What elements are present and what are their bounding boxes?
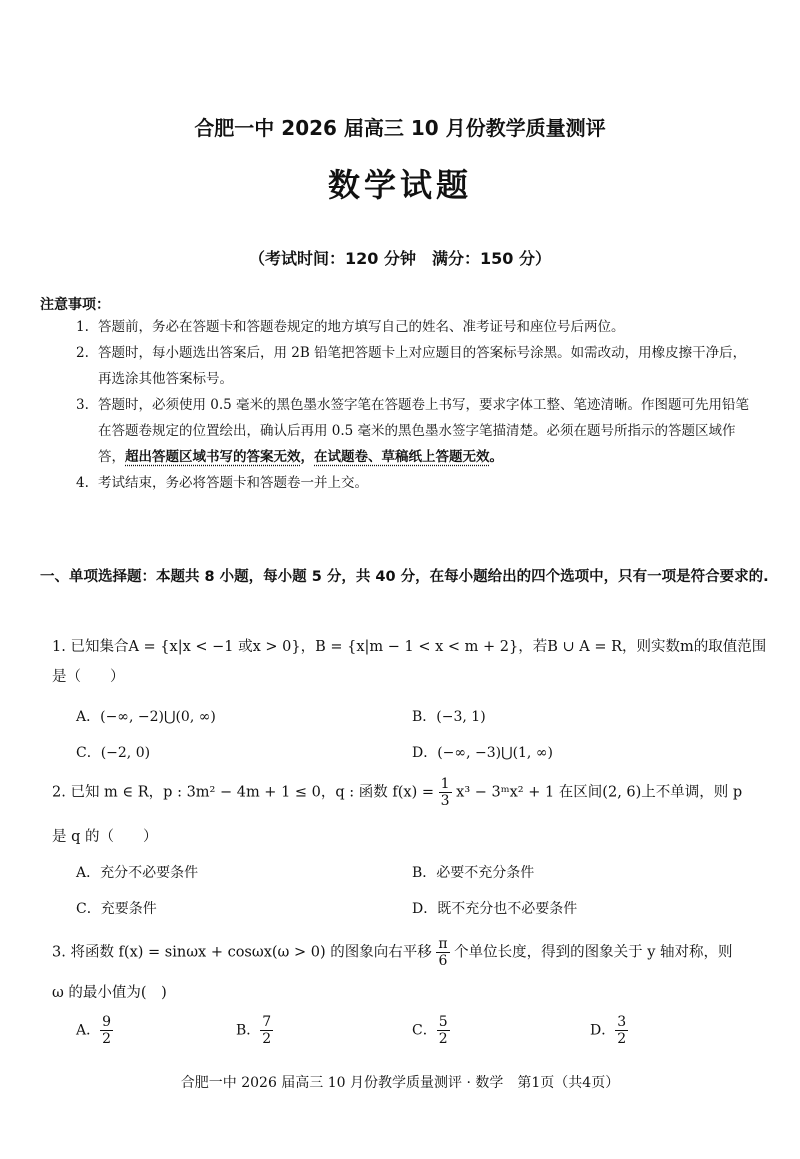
option-c: C．(−2, 0) [76,745,151,761]
option-b: B． $\frac{7}{2}$ [236,1014,272,1047]
emphasis-invalid-on-draft: 在试题卷、草稿纸上答题无效 [314,449,490,465]
note-text: 答题时，每小题选出答案后，用 2B 铅笔把答题卡上对应题目的答案标号涂黑。如需改动，用橡皮擦干净后，再选涂其他答案标号。 [98,345,747,387]
note-text: 考试结束，务必将答题卡和答题卷一并上交。 [98,475,368,491]
option-d: D．(−∞, −3)⋃(1, ∞) [412,745,553,761]
question-3 [52,936,772,969]
option-b: B．必要不充分条件 [412,865,535,881]
note-end: 。 [489,449,503,465]
question-number: 3. [52,944,66,961]
note-item [76,340,756,392]
notes-title: 注意事项： [40,297,110,313]
note-number: 4. [76,475,89,491]
fraction-pi-over-six: $\frac{\pi}{6}$ [438,936,448,969]
option-a: A．(−∞, −2)⋃(0, ∞) [76,709,216,725]
note-text-block [76,392,756,470]
option-c: C．充要条件 [76,901,157,917]
note-number: 3. [76,397,89,413]
subject-title: 数学试题 [327,166,472,204]
page-footer: 合肥一中 2026 届高三 10 月份教学质量测评 · 数学 第1页（共4页） [180,1075,620,1091]
note-item [76,314,756,340]
question-stem: 已知集合A = {x|x < −1 或x > 0}，B = {x|m − 1 < x < m + 2}，若B ∪ A = R，则实数m的取值范围是（ ） [52,639,767,685]
question-stem-part: ω 的最小值为( ) [52,985,167,1001]
note-item [76,470,756,496]
note-text: 答题时，必须使用 0.5 毫米的黑色墨水签字笔在答题卷上书写，要求字体工整、笔迹清晰。作图题可先用铅笔在答题卷规定的位置绘出，确认后再用 0.5 毫米的黑色墨水签字笔描清楚。必须在题号所指示的答题区域作答， [98,397,750,465]
emphasis-invalid-out-of-area: 超出答题区域书写的答案无效 [125,449,301,465]
question-stem-part: x³ − 3ᵐx² + 1 在区间(2, 6)上不单调，则 p [456,784,743,801]
option-d: D．既不充分也不必要条件 [412,901,578,917]
question-stem-part: 是 q 的（ ） [52,829,158,845]
question-number: 1. [52,639,66,655]
question-stem-part: 已知 m ∈ R，p : 3m² − 4m + 1 ≤ 0，q : 函数 f(x) = [70,784,434,801]
note-separator: ， [300,449,314,465]
question-2-continued [52,822,772,852]
note-item [76,392,756,470]
question-2 [52,776,772,809]
question-number: 2. [52,784,66,801]
note-text: 答题前，务必在答题卡和答题卷规定的地方填写自己的姓名、准考证号和座位号后两位。 [98,319,625,335]
question-stem-part: 个单位长度，得到的图象关于 y 轴对称，则 [454,944,733,961]
question-stem-part: 将函数 f(x) = sinωx + cosωx(ω > 0) 的图象向右平移 [70,944,432,961]
option-a: A．充分不必要条件 [76,865,199,881]
option-b: B．(−3, 1) [412,709,486,725]
section-title: 一、单项选择题：本题共 8 小题，每小题 5 分，共 40 分，在每小题给出的四个选项中，只有一项是符合要求的. [40,569,769,585]
question-1 [52,632,772,692]
note-number: 2. [76,345,89,361]
fraction-one-third: $\frac{1}{3}$ [440,776,450,809]
option-c: C． $\frac{5}{2}$ [412,1014,448,1047]
question-3-continued [52,978,772,1008]
note-number: 1. [76,319,89,335]
exam-time-info: （考试时间：120 分钟 满分：150 分） [249,249,551,268]
exam-school-title: 合肥一中 2026 届高三 10 月份教学质量测评 [194,116,606,140]
option-a: A． $\frac{9}{2}$ [76,1014,112,1047]
option-d: D． $\frac{3}{2}$ [590,1014,627,1047]
